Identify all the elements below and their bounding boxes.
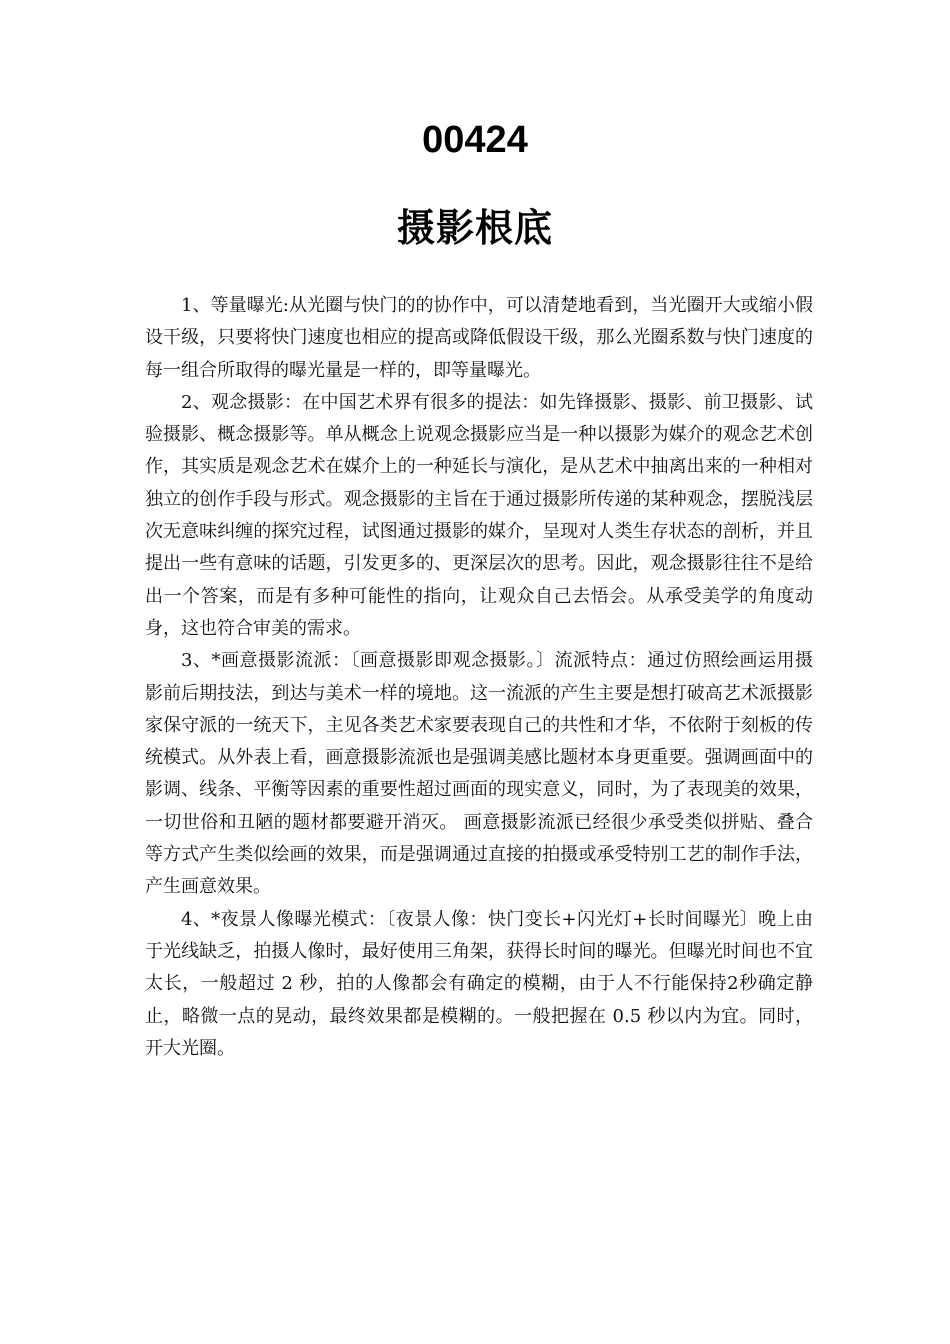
paragraph-night-portrait: 4、*夜景人像曝光模式：〔夜景人像：快门变长+闪光灯+长时间曝光〕晚上由于光线缺乏，拍摄人像时，最好使用三角架，获得长时间的曝光。但曝光时间也不宜太长，一般超过 2 秒，拍的人像都会有确定的模糊，由于人不行能保持2秒确定静止，略微一点的晃动，最终效果都是模糊的。一般把握在 0.5 秒以内为宜。同时，开大光圈。 — [145, 908, 813, 1059]
document-title: 摄影根底 — [396, 206, 553, 250]
document-code: 00424 — [422, 119, 528, 161]
paragraph-equal-exposure: 1、等量曝光:从光圈与快门的的协作中，可以清楚地看到，当光圈开大或缩小假设干级，只要将快门速度也相应的提高或降低假设干级，那么光圈系数与快门速度的每一组合所取得的曝光量是一样的，即等量曝光。 — [145, 295, 813, 381]
paragraph-conceptual-photography: 2、观念摄影：在中国艺术界有很多的提法：如先锋摄影、摄影、前卫摄影、试验摄影、概念摄影等。单从概念上说观念摄影应当是一种以摄影为媒介的观念艺术创作，其实质是观念艺术在媒介上的一种延长与演化，是从艺术中抽离出来的一种相对独立的创作手段与形式。观念摄影的主旨在于通过摄影所传递的某种观念，摆脱浅层次无意味纠缠的探究过程，试图通过摄影的媒介，呈现对人类生存状态的剖析，并且提出一些有意味的话题，引发更多的、更深层次的思考。因此，观念摄影往往不是给出一个答案，而是有多种可能性的指向，让观众自己去悟会。从承受美学的角度动身，这也符合审美的需求。 — [145, 391, 813, 639]
document-body — [145, 290, 813, 1065]
paragraph-pictorialism: 3、*画意摄影流派：〔画意摄影即观念摄影。〕流派特点：通过仿照绘画运用摄影前后期技法，到达与美术一样的境地。这一流派的产生主要是想打破高艺术派摄影家保守派的一统天下，主见各类艺术家要表现自己的共性和才华，不依附于刻板的传统模式。从外表上看，画意摄影流派也是强调美感比题材本身更重要。强调画面中的影调、线条、平衡等因素的重要性超过画面的现实意义，同时，为了表现美的效果，一切世俗和丑陋的题材都要避开消灭。 画意摄影流派已经很少承受类似拼贴、叠合等方式产生类似绘画的效果，而是强调通过直接的拍摄或承受特别工艺的制作手法，产生画意效果。 — [145, 650, 813, 898]
